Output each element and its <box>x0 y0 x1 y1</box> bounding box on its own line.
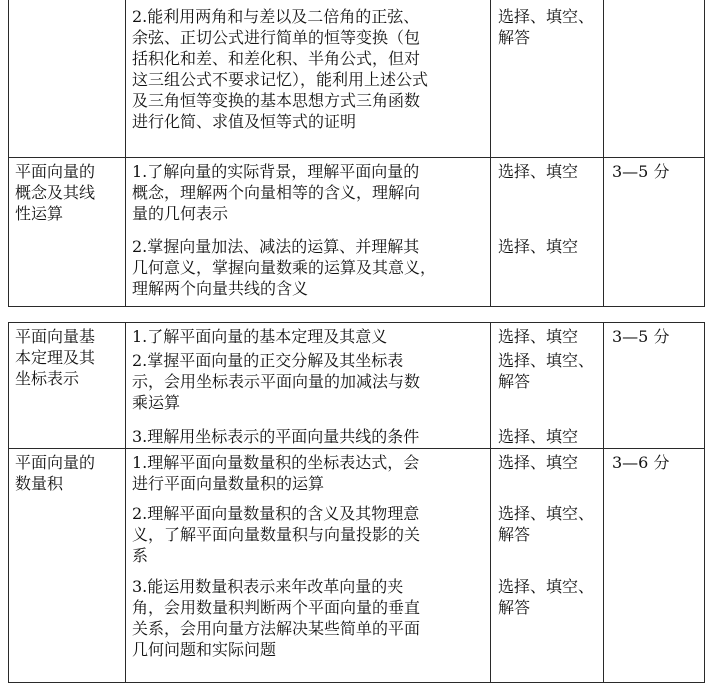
table1-border-bottom <box>8 306 705 307</box>
question-type: 选择、填空、 解答 <box>498 504 595 544</box>
question-type: 选择、填空、 解答 <box>498 351 595 391</box>
table2-border-right <box>704 322 705 683</box>
topic-name: 平面向量基 本定理及其 坐标表示 <box>15 327 96 388</box>
table2-border-bottom <box>8 682 705 683</box>
objective-text: 3.理解用坐标表示的平面向量共线的条件 <box>132 427 420 446</box>
objective-text: 2.能利用两角和与差以及二倍角的正弦、 余弦、正切公式进行简单的恒等变换（包 括积化和差、和差化积、半角公式，但对 这三组公式不要求记忆），能利用上述公式 及三角恒等变换的基本思想方式三角函数 进行化简、求值及恒等式的证明 <box>132 7 429 131</box>
table1-border-left <box>8 0 9 307</box>
table1-border-col1 <box>125 0 126 307</box>
table2-row-divider <box>8 448 705 449</box>
objective-text: 1.了解向量的实际背景，理解平面向量的 概念，理解两个向量相等的含义，理解向 量的几何表示 <box>132 162 421 223</box>
objective-text: 1.理解平面向量数量积的坐标表达式，会 进行平面向量数量积的运算 <box>132 453 420 493</box>
table1-row-divider <box>8 157 705 158</box>
topic-name: 平面向量的 概念及其线 性运算 <box>15 162 96 223</box>
score-range: 3—5 分 <box>612 162 670 181</box>
question-type: 选择、填空 <box>498 327 579 346</box>
question-type: 选择、填空 <box>498 162 579 181</box>
table1-border-col3 <box>603 0 604 307</box>
table1-border-right <box>704 0 705 307</box>
table2-border-col1 <box>125 322 126 683</box>
table2-border-left <box>8 322 9 683</box>
objective-text: 1.了解平面向量的基本定理及其意义 <box>132 327 388 346</box>
table2-border-top <box>8 322 705 323</box>
table1-border-col2 <box>490 0 491 307</box>
objective-text: 2.理解平面向量数量积的含义及其物理意 义，了解平面向量数量积与向量投影的关 系 <box>132 504 421 565</box>
objective-text: 2.掌握向量加法、减法的运算、并理解其 几何意义，掌握向量数乘的运算及其意义， 理解两个向量共线的含义 <box>132 237 437 298</box>
score-range: 3—6 分 <box>612 453 670 472</box>
table2-border-col3 <box>603 322 604 683</box>
topic-name: 平面向量的 数量积 <box>15 453 96 493</box>
objective-text: 3.能运用数量积表示来年改革向量的夹 角，会用数量积判断两个平面向量的垂直 关系，会用向量方法解决某些简单的平面 几何问题和实际问题 <box>132 577 421 659</box>
objective-text: 2.掌握平面向量的正交分解及其坐标表 示，会用坐标表示平面向量的加减法与数 乘运算 <box>132 351 421 412</box>
question-type: 选择、填空 <box>498 237 579 256</box>
question-type: 选择、填空 <box>498 453 579 472</box>
table2-border-col2 <box>490 322 491 683</box>
score-range: 3—5 分 <box>612 327 670 346</box>
question-type: 选择、填空、 解答 <box>498 577 595 617</box>
question-type: 选择、填空 <box>498 427 579 446</box>
question-type: 选择、填空、 解答 <box>498 7 595 47</box>
